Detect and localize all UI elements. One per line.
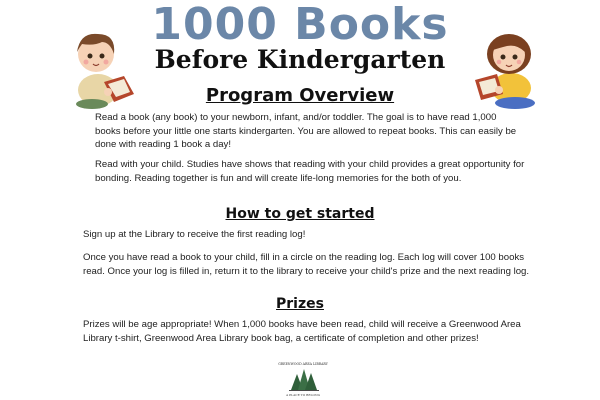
page-subtitle: Before Kindergarten <box>154 45 446 74</box>
prizes-paragraph: Prizes will be age appropriate! When 1,000 books have been read, child will receive a Greenwood Area Library t-shirt, Greenwood Area Library book bag, a certificate of completion and other prizes! <box>83 319 521 344</box>
overview-paragraph-1: Read a book (any book) to your newborn, infant, and/or toddler. The goal is to have read 1,000 books before your little one starts kindergarten. You are allowed to repeat books. This can easily be done with reading 1 book a day! <box>95 112 517 150</box>
logo-top-text: GREENWOOD AREA LIBRARY <box>278 362 328 366</box>
page-title: 1000 Books <box>151 0 449 50</box>
section-heading-prizes: Prizes <box>276 296 324 312</box>
getting-started-paragraph-1: Sign up at the Library to receive the first reading log! <box>83 229 306 240</box>
library-logo <box>278 360 328 398</box>
logo-bottom-text: A PLACE TO BELONG <box>285 393 321 397</box>
overview-paragraph-2: Read with your child. Studies have shows that reading with your child provides a great opportunity for bonding. Reading together is fun and will create life-long memories for the both of you. <box>95 159 525 184</box>
getting-started-paragraph-2: Once you have read a book to your child, fill in a circle on the reading log. Each log will cover 100 books read. Once your log is filled in, return it to the library to receive your child's prize and the next reading log. <box>83 252 530 277</box>
section-heading-overview: Program Overview <box>205 85 395 106</box>
section-heading-how-to-get-started: How to get started <box>225 206 375 222</box>
